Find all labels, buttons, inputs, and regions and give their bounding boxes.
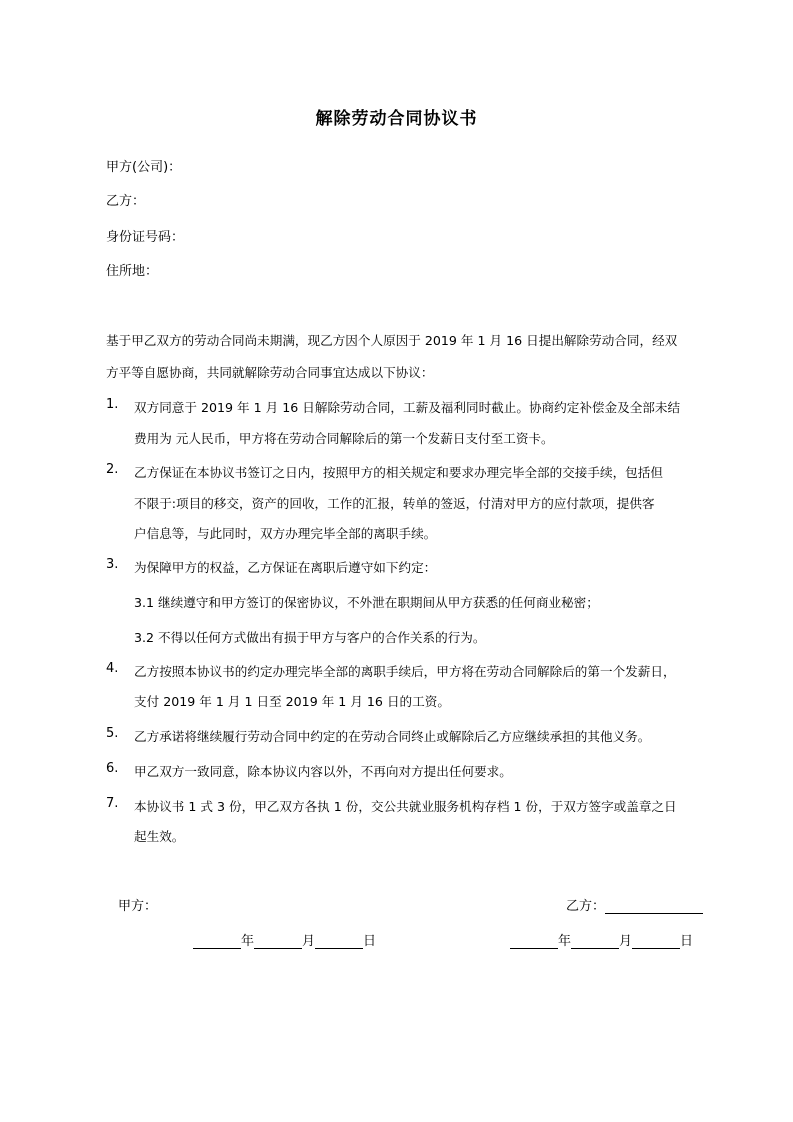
signature-blank (605, 900, 703, 914)
item-line: 乙方保证在本协议书签订之日内，按照甲方的相关规定和要求办理完毕全部的交接手续，包括但 (134, 465, 663, 480)
day-blank (632, 935, 680, 949)
item-line: 起生效。 (134, 829, 185, 844)
party-a-field: 甲方(公司)： (106, 160, 182, 175)
subitem-line: 3.1 继续遵守和甲方签订的保密协议，不外泄在职期间从甲方获悉的任何商业秘密； (134, 595, 599, 610)
year-blank (193, 935, 241, 949)
item-line: 支付 2019 年 1 月 1 日至 2019 年 1 月 16 日的工资。 (134, 694, 450, 709)
month-label: 月 (302, 934, 316, 949)
item-line: 不限于:项目的移交，资产的回收，工作的汇报，转单的签返，付清对甲方的应付款项，提供客 (134, 496, 655, 511)
item-number: 2. (106, 462, 119, 477)
item-number: 5. (106, 726, 119, 741)
year-label: 年 (558, 934, 572, 949)
address-field: 住所地： (106, 264, 159, 279)
party-b-date (510, 930, 693, 949)
item-number: 4. (106, 661, 119, 676)
id-number-field: 身份证号码： (106, 230, 185, 245)
page-title: 解除劳动合同协议书 (315, 109, 478, 129)
item-line: 双方同意于 2019 年 1 月 16 日解除劳动合同，工薪及福利同时截止。协商约定补偿金及全部未结 (134, 400, 681, 415)
month-blank (254, 935, 302, 949)
day-label: 日 (363, 934, 377, 949)
year-label: 年 (241, 934, 255, 949)
item-line: 乙方按照本协议书的约定办理完毕全部的离职手续后，甲方将在劳动合同解除后的第一个发薪日， (134, 664, 676, 679)
item-line: 本协议书 1 式 3 份，甲乙双方各执 1 份，交公共就业服务机构存档 1 份，于双方签字或盖章之日 (134, 799, 677, 814)
party-b-field: 乙方： (106, 194, 146, 209)
party-a-date (193, 930, 376, 949)
subitem-line: 3.2 不得以任何方式做出有损于甲方与客户的合作关系的行为。 (134, 630, 486, 645)
party-b-signature (566, 895, 703, 914)
intro-line: 方平等自愿协商，共同就解除劳动合同事宜达成以下协议： (106, 365, 434, 380)
month-label: 月 (619, 934, 633, 949)
item-number: 6. (106, 761, 119, 776)
item-number: 3. (106, 557, 119, 572)
item-line: 乙方承诺将继续履行劳动合同中约定的在劳动合同终止或解除后乙方应继续承担的其他义务。 (134, 729, 651, 744)
item-line: 甲乙双方一致同意，除本协议内容以外，不再向对方提出任何要求。 (134, 764, 512, 779)
item-line: 户信息等，与此同时，双方办理完毕全部的离职手续。 (134, 526, 437, 541)
day-label: 日 (680, 934, 694, 949)
intro-line: 基于甲乙双方的劳动合同尚未期满，现乙方因个人原因于 2019 年 1 月 16 日提出解除劳动合同，经双 (106, 333, 678, 348)
party-b-signature-label: 乙方： (566, 899, 606, 914)
year-blank (510, 935, 558, 949)
month-blank (571, 935, 619, 949)
item-line: 费用为 元人民币，甲方将在劳动合同解除后的第一个发薪日支付至工资卡。 (134, 431, 554, 446)
item-number: 1. (106, 397, 119, 412)
item-number: 7. (106, 796, 119, 811)
day-blank (315, 935, 363, 949)
party-a-signature-label: 甲方： (118, 899, 158, 914)
item-line: 为保障甲方的权益，乙方保证在离职后遵守如下约定： (134, 560, 437, 575)
